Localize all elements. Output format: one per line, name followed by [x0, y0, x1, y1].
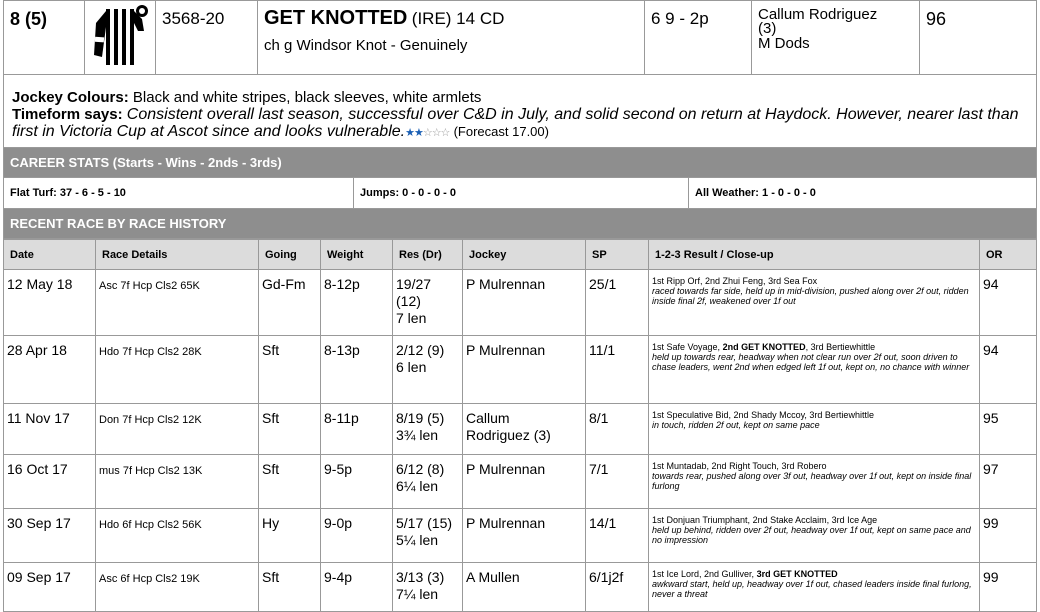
col-result-closeup: 1-2-3 Result / Close-up: [649, 240, 980, 270]
trainer-name[interactable]: M Dods: [758, 35, 810, 52]
jockey-colours-line: [12, 89, 1028, 106]
race-going: Sft: [259, 455, 321, 509]
race-sp: 6/1j2f: [586, 563, 649, 612]
race-jockey: Callum Rodriguez (3): [463, 404, 586, 455]
race-history-title: RECENT RACE BY RACE HISTORY: [3, 209, 1037, 239]
official-rating: 96: [920, 1, 1037, 75]
horse-name[interactable]: GET KNOTTED: [264, 7, 408, 29]
career-stats: [3, 178, 1037, 209]
race-details[interactable]: mus 7f Hcp Cls2 13K: [96, 455, 259, 509]
race-weight: 9-4p: [321, 563, 393, 612]
race-going: Gd-Fm: [259, 270, 321, 336]
table-row[interactable]: [4, 509, 1037, 563]
race-result: 19/27 (12) 7 len: [393, 270, 463, 336]
race-going: Sft: [259, 404, 321, 455]
race-result-closeup: 1st Muntadab, 2nd Right Touch, 3rd Robero towards rear, pushed along over 3f out, headway over 1f out, kept on inside final furlong: [649, 455, 980, 509]
col-date: Date: [4, 240, 96, 270]
table-row[interactable]: [4, 270, 1037, 336]
race-result: 2/12 (9) 6 len: [393, 336, 463, 404]
all-weather-stats: All Weather: 1 - 0 - 0 - 0: [689, 178, 1037, 209]
table-row[interactable]: [4, 404, 1037, 455]
race-or: 97: [980, 455, 1037, 509]
race-sp: 7/1: [586, 455, 649, 509]
race-or: 99: [980, 509, 1037, 563]
table-row[interactable]: [4, 455, 1037, 509]
race-or: 94: [980, 270, 1037, 336]
col-jockey: Jockey: [463, 240, 586, 270]
jockey-trainer-cell: [752, 1, 920, 75]
jumps-stats: Jumps: 0 - 0 - 0 - 0: [354, 178, 689, 209]
race-date: 09 Sep 17: [4, 563, 96, 612]
forecast-odds: (Forecast 17.00): [453, 124, 549, 139]
race-sp: 25/1: [586, 270, 649, 336]
col-or: OR: [980, 240, 1037, 270]
table-header-row: [4, 240, 1037, 270]
race-sp: 8/1: [586, 404, 649, 455]
col-race-details: Race Details: [96, 240, 259, 270]
horse-pedigree: ch g Windsor Knot - Genuinely: [264, 37, 468, 54]
race-result: 6/12 (8) 6¼ len: [393, 455, 463, 509]
race-or: 95: [980, 404, 1037, 455]
col-weight: Weight: [321, 240, 393, 270]
race-weight: 9-0p: [321, 509, 393, 563]
star-rating-icon: ★★☆☆☆: [405, 127, 450, 139]
race-date: 28 Apr 18: [4, 336, 96, 404]
race-weight: 8-13p: [321, 336, 393, 404]
race-result-closeup: 1st Ripp Orf, 2nd Zhui Feng, 3rd Sea Fox raced towards far side, held up in mid-division, pushed along over 2f out, ridden inside final 2f, weakened over 1f out: [649, 270, 980, 336]
table-row[interactable]: [4, 563, 1037, 612]
race-jockey: A Mullen: [463, 563, 586, 612]
race-history-table: [3, 239, 1037, 612]
race-details[interactable]: Don 7f Hcp Cls2 12K: [96, 404, 259, 455]
race-or: 94: [980, 336, 1037, 404]
race-date: 16 Oct 17: [4, 455, 96, 509]
race-details[interactable]: Hdo 6f Hcp Cls2 56K: [96, 509, 259, 563]
race-details[interactable]: Asc 7f Hcp Cls2 65K: [96, 270, 259, 336]
jockey-name[interactable]: Callum Rodriguez: [758, 6, 878, 23]
striped-jockey-silks-icon: [85, 1, 156, 75]
col-result: Res (Dr): [393, 240, 463, 270]
race-going: Sft: [259, 563, 321, 612]
race-details[interactable]: Asc 6f Hcp Cls2 19K: [96, 563, 259, 612]
timeform-label: Timeform says:: [12, 106, 123, 123]
race-jockey: P Mulrennan: [463, 509, 586, 563]
race-weight: 9-5p: [321, 455, 393, 509]
race-weight: 8-12p: [321, 270, 393, 336]
race-going: Hy: [259, 509, 321, 563]
race-details[interactable]: Hdo 7f Hcp Cls2 28K: [96, 336, 259, 404]
career-stats-title: CAREER STATS (Starts - Wins - 2nds - 3rds): [3, 148, 1037, 178]
race-date: 12 May 18: [4, 270, 96, 336]
race-result-closeup: 1st Safe Voyage, 2nd GET KNOTTED, 3rd Bertiewhittle held up towards rear, headway when not clear run over 2f out, soon driven to chase leaders, went 2nd when edged left 1f out, kept on, no chance with winner: [649, 336, 980, 404]
runner-info: [3, 75, 1037, 148]
race-result-closeup: 1st Donjuan Triumphant, 2nd Stake Acclaim, 3rd Ice Age held up behind, ridden over 2f out, headway over 1f out, kept on same pace and no impression: [649, 509, 980, 563]
race-result-closeup: 1st Ice Lord, 2nd Gulliver, 3rd GET KNOTTED awkward start, held up, headway over 1f out, chased leaders inside final furlong, never a threat: [649, 563, 980, 612]
race-jockey: P Mulrennan: [463, 336, 586, 404]
col-going: Going: [259, 240, 321, 270]
race-date: 30 Sep 17: [4, 509, 96, 563]
race-or: 99: [980, 563, 1037, 612]
race-date: 11 Nov 17: [4, 404, 96, 455]
runner-number-draw: 8 (5): [4, 1, 85, 75]
timeform-line: [12, 106, 1028, 142]
horse-suffix: (IRE) 14 CD: [411, 9, 505, 28]
race-jockey: P Mulrennan: [463, 455, 586, 509]
race-sp: 11/1: [586, 336, 649, 404]
timeform-text: Consistent overall last season, successful over C&D in July, and solid second on return at Haydock. However, nearer last than first in Victoria Cup at Ascot since and looks vulnerable.: [12, 106, 1019, 140]
race-weight: 8-11p: [321, 404, 393, 455]
race-going: Sft: [259, 336, 321, 404]
runner-code: 3568-20: [156, 1, 258, 75]
race-result: 5/17 (15) 5¼ len: [393, 509, 463, 563]
table-row[interactable]: [4, 336, 1037, 404]
horse-cell: [258, 1, 645, 75]
race-sp: 14/1: [586, 509, 649, 563]
col-sp: SP: [586, 240, 649, 270]
race-result-closeup: 1st Speculative Bid, 2nd Shady Mccoy, 3rd Bertiewhittle in touch, ridden 2f out, kept on same pace: [649, 404, 980, 455]
jockey-claim: (3): [758, 20, 777, 37]
race-jockey: P Mulrennan: [463, 270, 586, 336]
jockey-colours-text: Black and white stripes, black sleeves, white armlets: [132, 89, 482, 106]
runner-header: [3, 0, 1037, 75]
race-result: 8/19 (5) 3¾ len: [393, 404, 463, 455]
race-result: 3/13 (3) 7¼ len: [393, 563, 463, 612]
jockey-colours-label: Jockey Colours:: [12, 89, 129, 106]
racecard-entry: [3, 0, 1037, 612]
flat-turf-stats: Flat Turf: 37 - 6 - 5 - 10: [4, 178, 354, 209]
runner-form: 6 9 - 2p: [645, 1, 752, 75]
